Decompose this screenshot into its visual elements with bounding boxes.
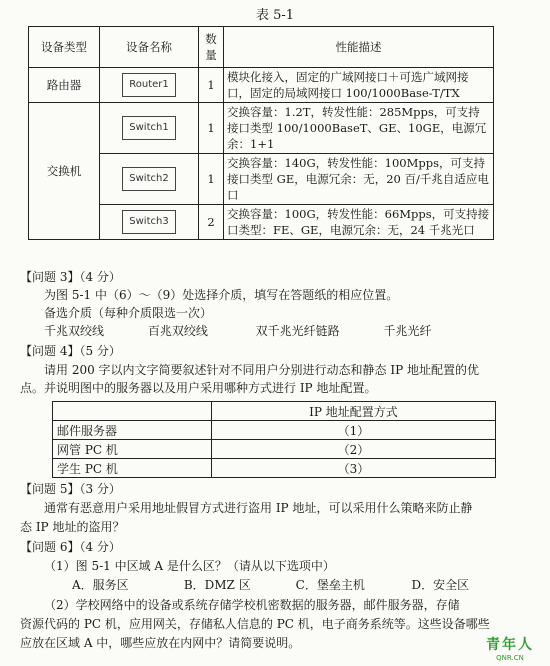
q6-choices (72, 576, 469, 594)
cell-device-type: 路由器 (29, 68, 100, 103)
cell-quantity: 1 (199, 68, 224, 103)
header-device-name: 设备名称 (100, 27, 199, 68)
header-performance: 性能描述 (224, 27, 494, 68)
header-quantity: 数量 (199, 27, 224, 68)
table-row (53, 459, 496, 478)
q5-line2: 态 IP 地址的盗用？ (20, 520, 125, 534)
cell-device-name: Switch1 (100, 103, 199, 154)
header-ip-config: IP 地址配置方式 (212, 402, 496, 421)
q6-choice: A．服务区 (72, 578, 129, 592)
device-table (28, 26, 494, 240)
table-row (29, 103, 494, 154)
q3-title: 【问题 3】（4 分） (20, 270, 121, 284)
cell-quantity: 1 (199, 154, 224, 205)
cell-device-name: Switch3 (100, 205, 199, 240)
row-label: 学生 PC 机 (53, 459, 212, 478)
ip-config-table (52, 401, 496, 478)
q6-choice: D．安全区 (411, 578, 470, 592)
q6-choice: B．DMZ 区 (183, 578, 251, 592)
table-row (53, 421, 496, 440)
q3-option: 双千兆光纤链路 (255, 324, 340, 338)
q4-title: 【问题 4】（5 分） (20, 344, 121, 358)
table-row (53, 440, 496, 459)
row-value: （2） (212, 440, 496, 459)
cell-quantity: 1 (199, 103, 224, 154)
cell-performance: 交换容量：1.2T，转发性能：285Mpps，可支持接口类型 100/1000BaseT、GE、10GE，电源冗余：1+1 (224, 103, 494, 154)
cell-device-name: Router1 (100, 68, 199, 103)
row-label: 邮件服务器 (53, 421, 212, 440)
q3-option: 千兆双绞线 (44, 324, 105, 338)
q4-line1: 请用 200 字以内文字简要叙述针对不同用户分别进行动态和静态 IP 地址配置的优 (44, 363, 479, 377)
row-value: （1） (212, 421, 496, 440)
q3-option: 百兆双绞线 (147, 324, 208, 338)
cell-performance: 模块化接入，固定的广域网接口＋可选广域网接口，固定的局域网接口 100/1000Base-T/TX (224, 68, 494, 103)
q6-sub1: （1）图 5-1 中区域 A 是什么区？（请从以下选项中） (44, 559, 335, 573)
table-header-row (53, 402, 496, 421)
header-device-type: 设备类型 (29, 27, 100, 68)
cell-performance: 交换容量：100G，转发性能：66Mpps，可支持接口类型：FE、GE，电源冗余：无，24 千兆光口 (224, 205, 494, 240)
q3-line1: 为图 5-1 中（6）～（9）处选择介质，填写在答题纸的相应位置。 (44, 288, 399, 302)
row-value: （3） (212, 459, 496, 478)
q6-sub2-line1: （2）学校网络中的设备或系统存储学校机密数据的服务器，邮件服务器，存储 (44, 598, 460, 612)
cell-quantity: 2 (199, 205, 224, 240)
q3-option: 千兆光纤 (383, 324, 432, 338)
cell-device-name: Switch2 (100, 154, 199, 205)
blank-header-cell (53, 402, 212, 421)
q6-sub2-line2: 资源代码的 PC 机，应用网关，存储私人信息的 PC 机，电子商务系统等。这些设备哪些 (20, 617, 490, 631)
q3-line2: 备选介质（每种介质限选一次） (44, 306, 213, 320)
q5-title: 【问题 5】（3 分） (20, 482, 121, 496)
cell-performance: 交换容量：140G，转发性能：100Mpps，可支持接口类型 GE，电源冗余：无，20 百/千兆自适应电口 (224, 154, 494, 205)
q5-line1: 通常有恶意用户采用地址假冒方式进行盗用 IP 地址，可以采用什么策略来防止静 (44, 501, 473, 515)
table-row (29, 68, 494, 103)
site-logo (480, 634, 540, 662)
q3-options (44, 322, 432, 340)
q6-choice: C．堡垒主机 (295, 578, 365, 592)
q4-line2: 点。并说明图中的服务器以及用户采用哪种方式进行 IP 地址配置。 (20, 381, 377, 395)
logo-url: QNR.CN (496, 654, 524, 662)
q6-title: 【问题 6】（4 分） (20, 540, 121, 554)
row-label: 网管 PC 机 (53, 440, 212, 459)
table-header-row (29, 27, 494, 68)
q6-sub2-line3: 应放在区域 A 中，哪些应放在内网中？请简要说明。 (20, 636, 301, 650)
logo-name: 青年人 (486, 637, 534, 653)
cell-device-type: 交换机 (29, 103, 100, 240)
table-caption: 表 5-1 (255, 8, 295, 23)
